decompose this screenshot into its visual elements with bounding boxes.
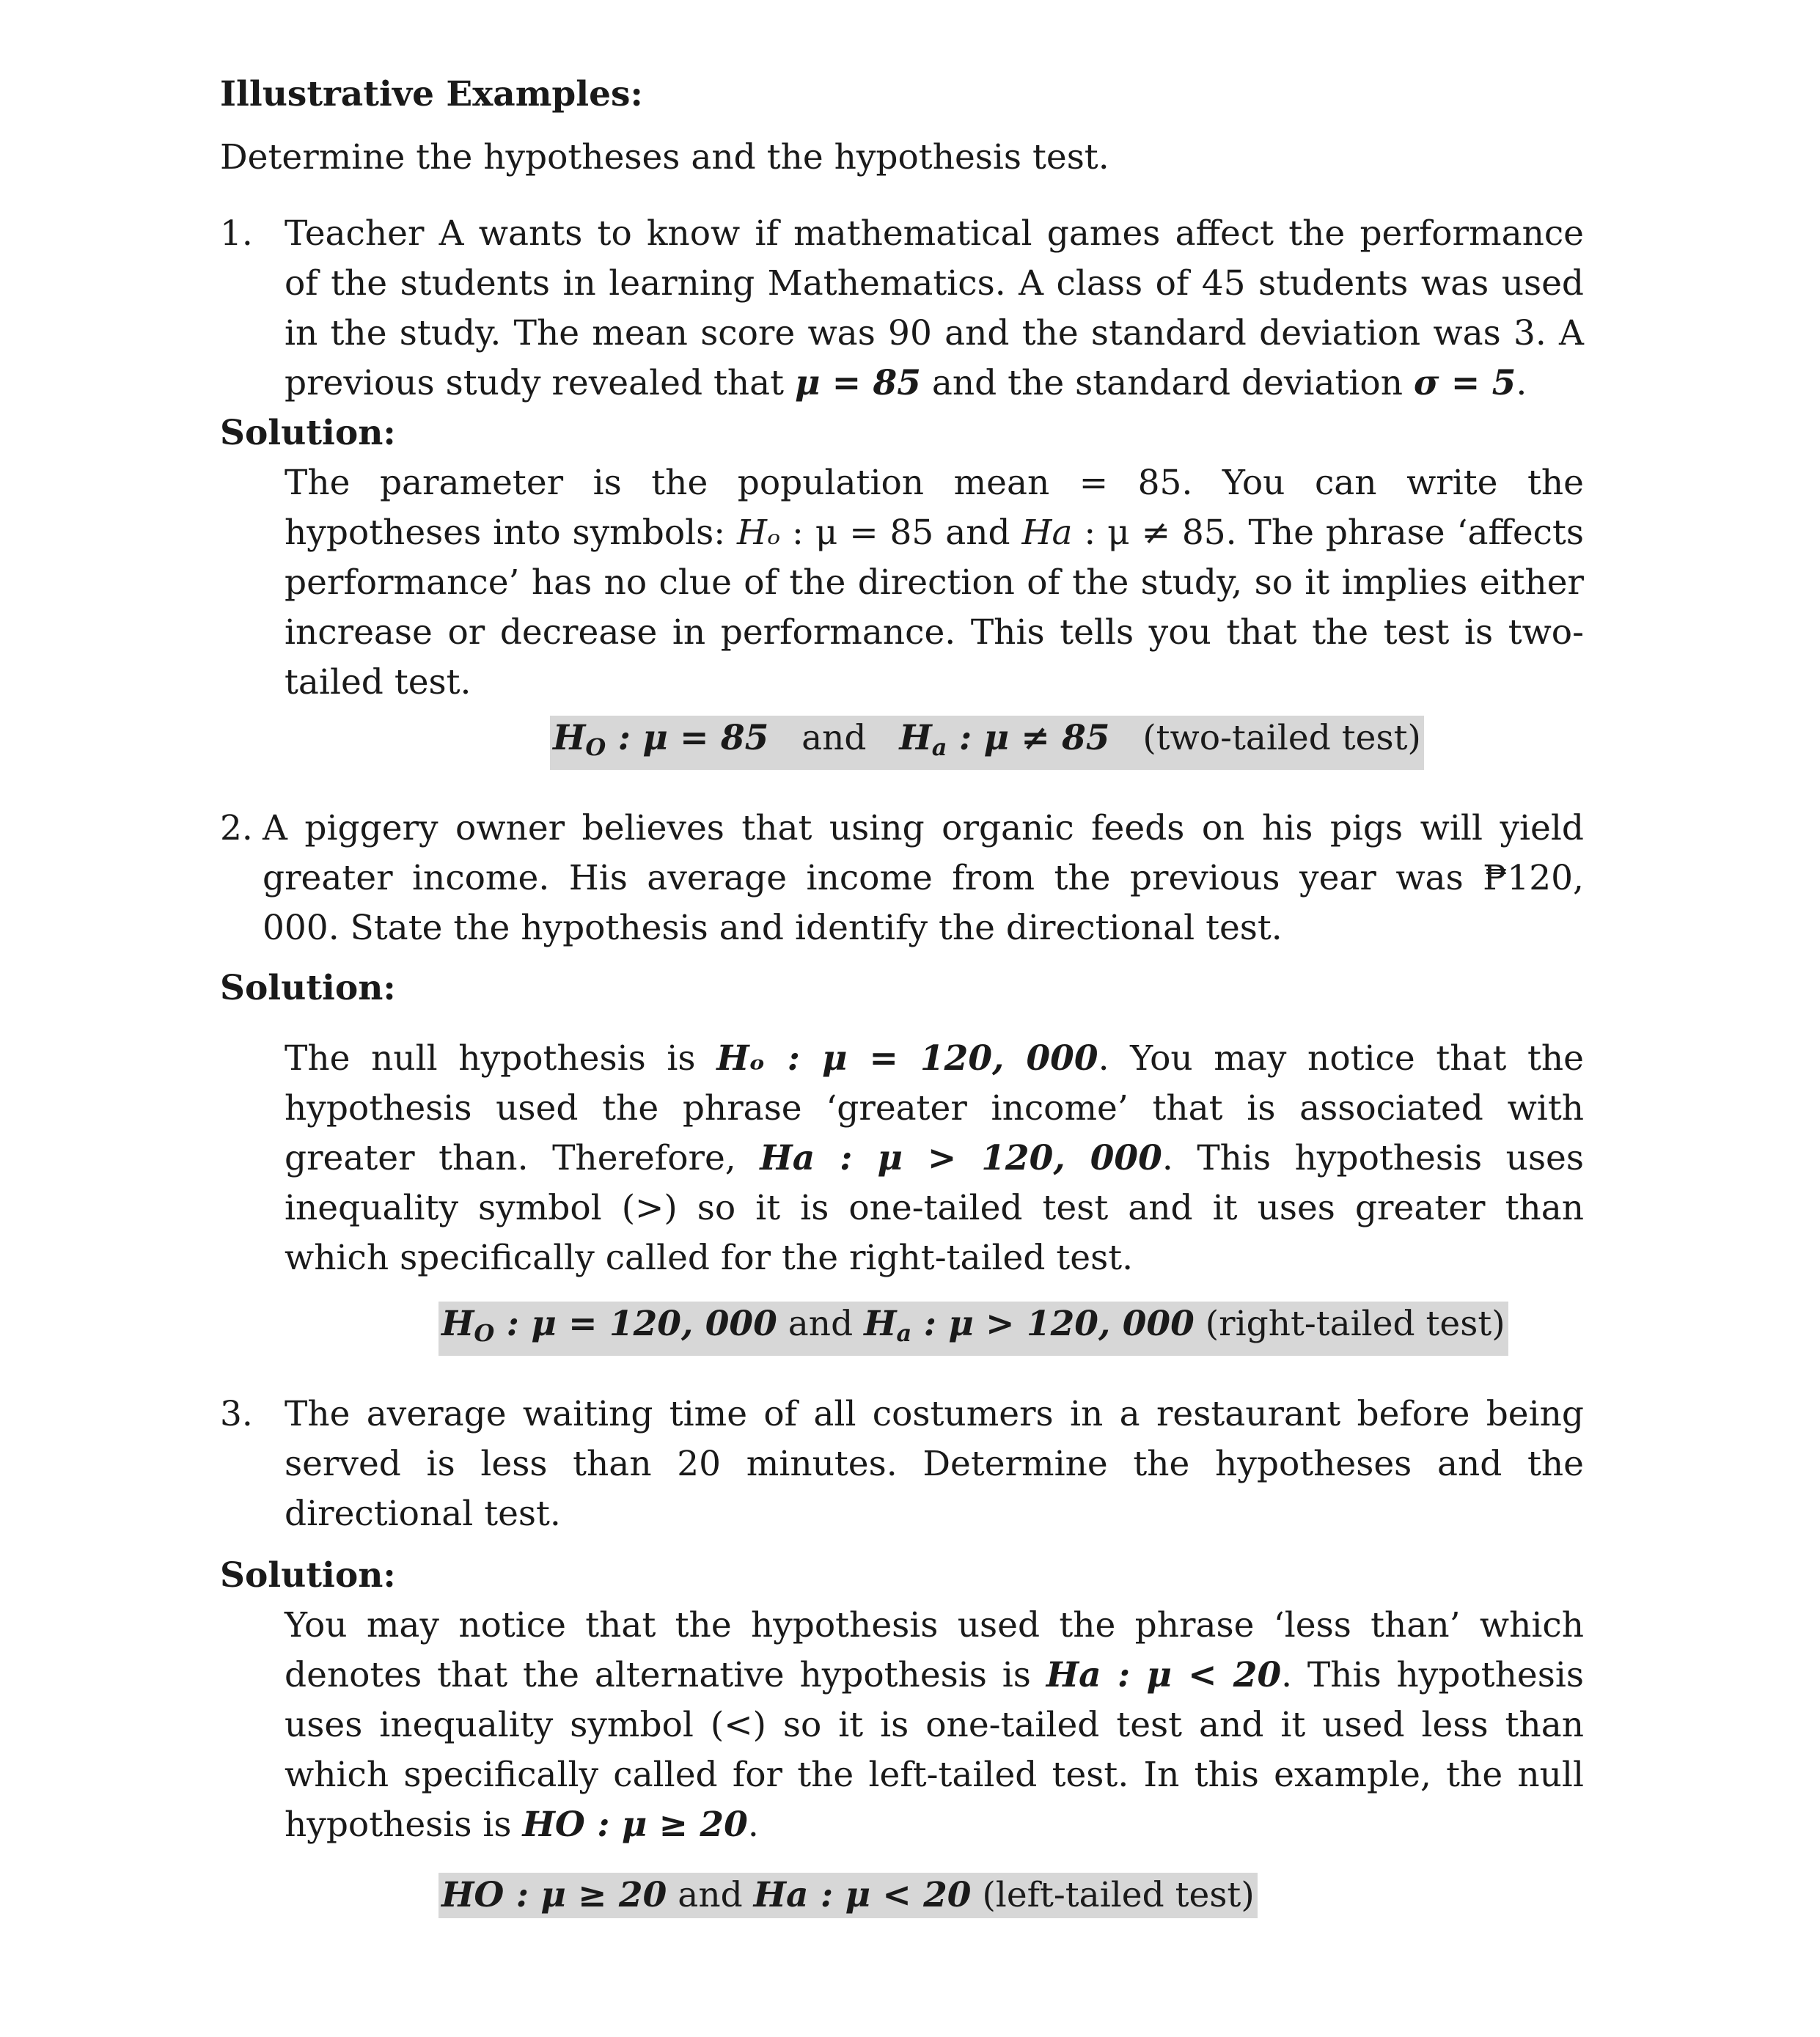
- example-2-problem: [220, 804, 1584, 953]
- example-1-text: Teacher A wants to know if mathematical games affect the performance of the students in learning Mathematics. A class of 45 students was used in the study. The mean score was 90 and the standard deviation was 3. A previous study revealed that μ = 85 and the standard deviation σ = 5.: [285, 213, 1584, 403]
- mu-expression: μ = 85: [794, 363, 921, 403]
- example-1-summary: $H_O$ : μ = 85 and $H_a$ : μ ≠ 85 (two-tailed test): [550, 716, 1424, 770]
- example-1-number: 1.: [220, 213, 253, 254]
- instruction-text: Determine the hypotheses and the hypothesis test.: [220, 137, 1109, 177]
- document-page: [220, 70, 1584, 1920]
- example-3-summary-row: [220, 1871, 1584, 1920]
- example-2-summary-row: [220, 1299, 1584, 1356]
- example-1-solution-label: Solution:: [220, 413, 396, 453]
- example-2-solution-label: Solution:: [220, 968, 396, 1008]
- example-1-solution: The parameter is the population mean = 85. You can write the hypotheses into symbols: Hₒ : μ = 85 and Ha : μ ≠ 85. The phrase ‘affects performance’ has no clue of the direction of the study, so it implies either increase or decrease in performance. This tells you that the test is two-tailed test.: [285, 463, 1585, 702]
- example-3-summary: HO : μ ≥ 20 and Ha : μ < 20 (left-tailed test): [439, 1873, 1258, 1918]
- example-2-summary: $H_O$ : μ = 120, 000 and $H_a$ : μ > 120, 000 (right-tailed test): [439, 1302, 1508, 1356]
- example-3-solution: You may notice that the hypothesis used the phrase ‘less than’ which denotes that the alternative hypothesis is Ha : μ < 20. This hypothesis uses inequality symbol (<) so it is one-tailed test and it used less than which specifically called for the left-tailed test. In this example, the null hypothesis is HO : μ ≥ 20.: [285, 1605, 1584, 1845]
- example-3-solution-label: Solution:: [220, 1555, 396, 1596]
- example-1-problem: [220, 209, 1584, 408]
- example-2-solution: The null hypothesis is Hₒ : μ = 120, 000. You may notice that the hypothesis used the phrase ‘greater income’ that is associated with greater than. Therefore, Ha : μ > 120, 000. This hypothesis uses inequality symbol (>) so it is one-tailed test and it uses greater than which specifically called for the right-tailed test.: [285, 1038, 1584, 1278]
- example-3-number: 3.: [220, 1394, 253, 1434]
- example-2-text: A piggery owner believes that using organic feeds on his pigs will yield greater income. His average income from the previous year was ₱120, 000. State the hypothesis and identify the directional test.: [263, 808, 1584, 948]
- sigma-expression: σ = 5: [1413, 363, 1516, 403]
- example-3-problem: [220, 1390, 1584, 1539]
- example-3-text: The average waiting time of all costumers in a restaurant before being served is less than 20 minutes. Determine the hypotheses and the directional test.: [285, 1394, 1584, 1534]
- example-1-summary-row: [220, 713, 1584, 770]
- section-heading: Illustrative Examples:: [220, 74, 643, 114]
- example-2-number: 2.: [220, 808, 253, 848]
